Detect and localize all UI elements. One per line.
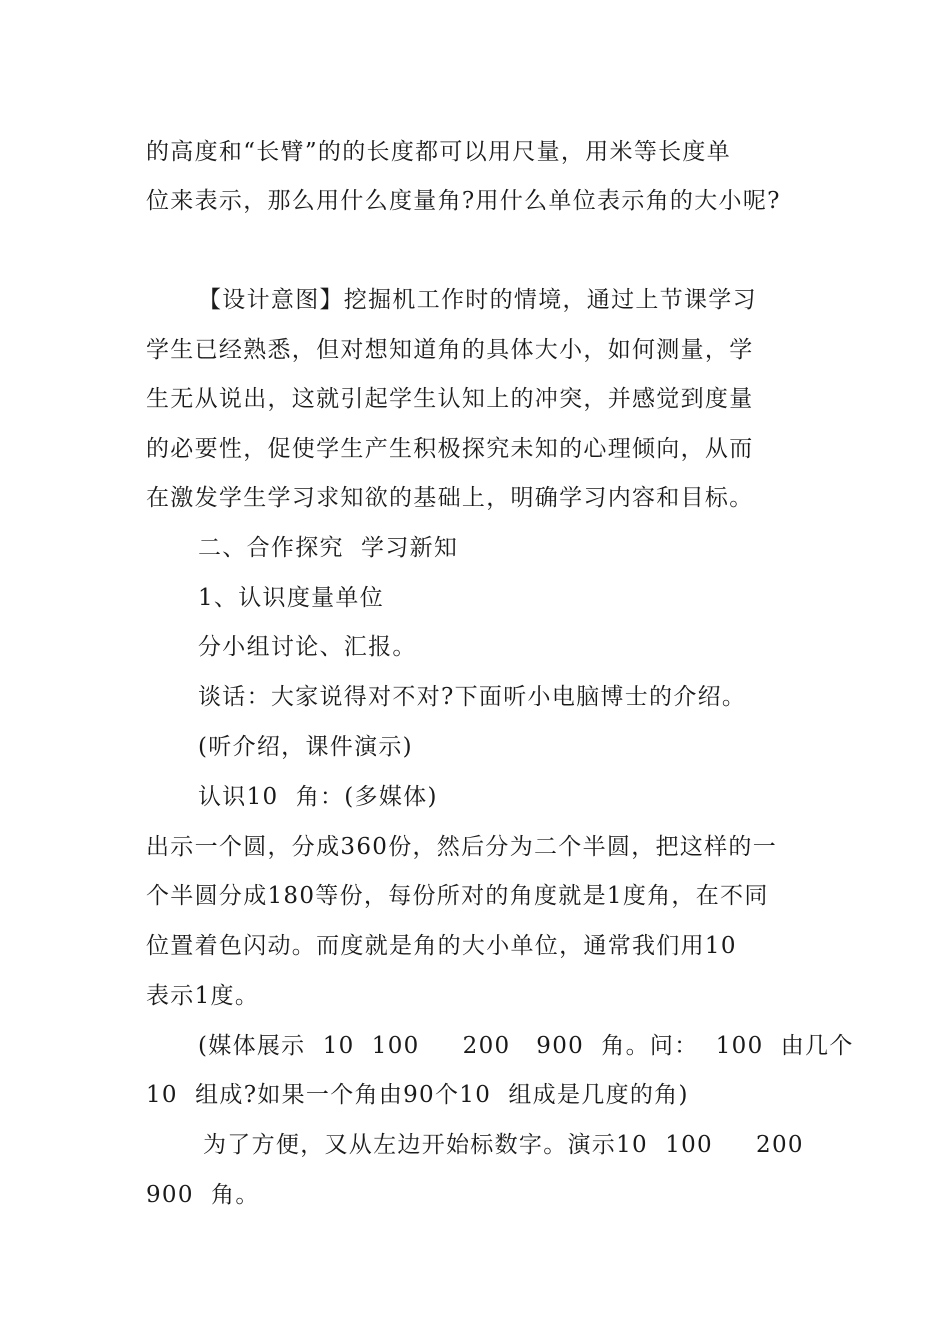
text-line: (听介绍，课件演示) bbox=[198, 734, 413, 760]
text-line: 的必要性，促使学生产生积极探究未知的心理倾向，从而 bbox=[146, 436, 754, 462]
text-line: (媒体展示 10 100 200 900 角。问： 100 由几个 bbox=[198, 1033, 854, 1059]
text-line: 900 角。 bbox=[146, 1182, 260, 1208]
text-line: 为了方便，又从左边开始标数字。演示10 100 200 bbox=[203, 1132, 804, 1158]
text-line: 在激发学生学习求知欲的基础上，明确学习内容和目标。 bbox=[146, 485, 754, 511]
subsection-heading: 1、认识度量单位 bbox=[198, 585, 385, 611]
text-line: 个半圆分成180等份，每份所对的角度就是1度角，在不同 bbox=[146, 883, 769, 909]
text-line: 位来表示，那么用什么度量角?用什么单位表示角的大小呢? bbox=[146, 188, 781, 214]
design-intent-heading-line: 【设计意图】挖掘机工作时的情境，通过上节课学习 bbox=[198, 287, 757, 313]
text-line: 分小组讨论、汇报。 bbox=[198, 634, 417, 660]
text-line: 学生已经熟悉，但对想知道角的具体大小，如何测量，学 bbox=[146, 337, 754, 363]
text-line: 出示一个圆，分成360份，然后分为二个半圆，把这样的一 bbox=[146, 834, 777, 860]
text-line: 谈话：大家说得对不对?下面听小电脑博士的介绍。 bbox=[198, 684, 747, 710]
text-line: 表示1度。 bbox=[146, 983, 260, 1009]
text-line: 认识10 角：(多媒体) bbox=[198, 784, 438, 810]
text-line: 的高度和“长臂”的的长度都可以用尺量，用米等长度单 bbox=[146, 139, 732, 165]
text-line: 10 组成?如果一个角由90个10 组成是几度的角) bbox=[146, 1082, 689, 1108]
text-line: 生无从说出，这就引起学生认知上的冲突，并感觉到度量 bbox=[146, 386, 754, 412]
section-heading: 二、合作探究 学习新知 bbox=[198, 535, 459, 561]
text-line: 位置着色闪动。而度就是角的大小单位，通常我们用10 bbox=[146, 933, 737, 959]
